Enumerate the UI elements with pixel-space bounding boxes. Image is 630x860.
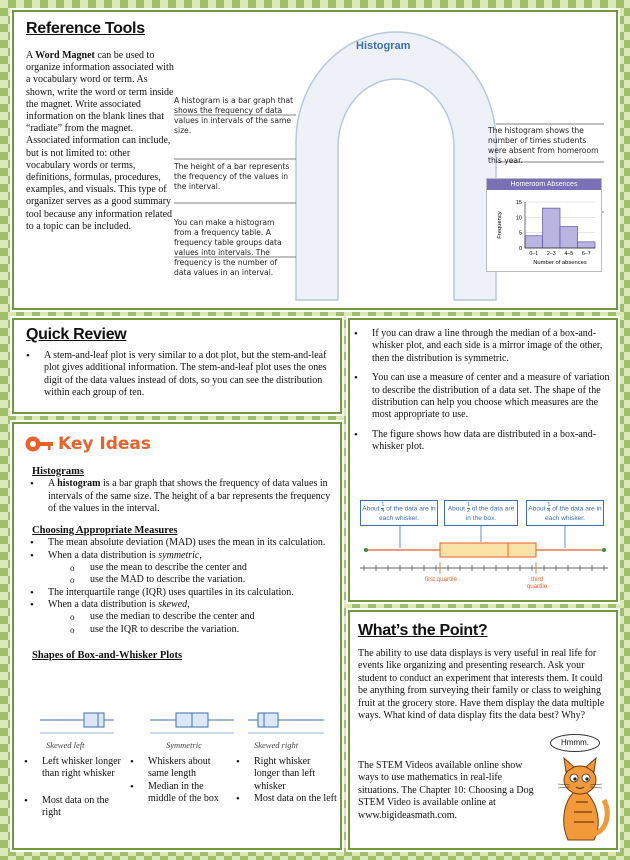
fraction-quarter: $\frac{1}{4}$ (547, 502, 551, 514)
symmetric-plot (150, 713, 234, 733)
histogram-bar (578, 242, 596, 248)
homeroom-histogram (486, 178, 602, 272)
whats-the-point-panel (348, 610, 618, 850)
mad-item: • The mean absolute deviation (MAD) uses the mean in its calculation. (26, 537, 336, 549)
cat-mascot-icon (546, 752, 616, 842)
histogram-bar (560, 227, 578, 248)
skewed-item: • When a data distribution is skewed, o use the median to describe the center and o use the IQR to describe the variation. (26, 599, 336, 636)
skewed-right-desc-2: • Most data on the left (232, 793, 338, 805)
symmetric-sublist (70, 562, 336, 587)
magnet-note-3: You can make a histogram from a frequency table. A frequency table groups data values into intervals. The frequency is the number of data values in an interval. (174, 218, 282, 277)
reference-tools-title: Reference Tools (26, 20, 145, 37)
quick-review-item: • A stem-and-leaf plot is very similar to a dot plot, but the stem-and-leaf plot gives additional information. The stem-and-leaf plot uses the ones digit of the data values instead of dots, so you can see the distribution within each group of ten. (22, 350, 342, 400)
symmetric-desc-2: • Median in the middle of the box (126, 781, 230, 806)
skewed-right-plot (248, 713, 324, 733)
callout-whisker-left: About $\frac{1}{4}$ of the data are in each whisker. (360, 500, 438, 526)
histograms-list (26, 478, 336, 515)
symmetric-item: • When a data distribution is symmetric, o use the mean to describe the center and o use the MAD to describe the variation. (26, 550, 336, 587)
y-tick-label: 5 (518, 230, 522, 237)
key-icon (24, 435, 54, 453)
x-axis-label: Number of absences (533, 260, 587, 266)
shapes-heading: Shapes of Box-and-Whisker Plots (32, 649, 183, 661)
fraction-quarter: $\frac{1}{4}$ (381, 502, 385, 514)
key-ideas-header (24, 434, 151, 458)
x-tick-label: 4–5 (564, 251, 574, 257)
symmetric-desc-1: • Whiskers about same length (126, 756, 230, 781)
whats-the-point-title: What’s the Point? (358, 622, 488, 639)
symmetric-info: • If you can draw a line through the median of a box-and-whisker plot, and each side is a mirror image of the other, then the distribution is symmetric. (350, 328, 612, 365)
label-first-quartile: first quartile (425, 576, 457, 583)
histogram-title: Homeroom Absences (487, 179, 601, 190)
x-tick-label: 2–3 (546, 251, 556, 257)
y-tick-label: 15 (515, 200, 522, 206)
symmetric-sub-1: o use the mean to describe the center and (70, 562, 336, 574)
shape-col-3 (232, 756, 338, 805)
skewed-sub-1: o use the median to describe the center and (70, 611, 336, 623)
y-tick-label: 10 (515, 215, 522, 222)
quick-review-title: Quick Review (26, 326, 127, 343)
reference-tools-panel (12, 10, 618, 310)
key-ideas-title: Key Ideas (58, 434, 152, 454)
skewed-left-plot (40, 713, 114, 733)
magnet-note-1: A histogram is a bar graph that shows the frequency of data values in intervals of the same size. (174, 96, 294, 135)
callout-box: About $\frac{1}{2}$ of the data are in the box. (444, 500, 518, 526)
magnet-word: Histogram (356, 40, 411, 52)
histogram-bar (525, 236, 543, 248)
shape-label-skewed-left: Skewed left (46, 740, 85, 750)
histograms-heading: Histograms (32, 466, 84, 477)
fraction-half: $\frac{1}{2}$ (466, 502, 470, 514)
figure-info: • The figure shows how data are distributed in a box-and-whisker plot. (350, 429, 612, 454)
measures-info: • You can use a measure of center and a measure of variation to describe the distribution of a data set. The shape of the distribution can help you choose which measures are the most appropriate to use. (350, 372, 612, 422)
histogram-definition: • A histogram is a bar graph that shows the frequency of data values in intervals of the same size. The height of a bar represents the frequency of the values in the interval. (26, 478, 336, 515)
y-tick-label: 0 (518, 246, 522, 252)
x-tick-label: 0–1 (529, 251, 539, 257)
iqr-item: • The interquartile range (IQR) uses quartiles in its calculation. (26, 587, 336, 599)
skewed-left-desc-1: • Left whisker longer than right whisker (20, 756, 124, 781)
skewed-left-desc-2: • Most data on the right (20, 795, 124, 820)
callout-whisker-right: About $\frac{1}{4}$ of the data are in each whisker. (526, 500, 604, 526)
x-tick-label: 6–7 (581, 251, 591, 257)
skewed-right-desc-1: • Right whisker longer than left whisker (232, 756, 338, 793)
box-whisker-info-panel (348, 318, 618, 602)
y-axis-label: Frequency (497, 211, 503, 239)
histogram-bar (543, 208, 561, 248)
speech-bubble: Hmmm. (550, 734, 600, 752)
magnet-note-2: The height of a bar represents the frequency of the values in the interval. (174, 162, 290, 191)
reference-tools-text: A Word Magnet can be used to organize information associated with a vocabulary word or term. As shown, write the word or term inside the magnet. Write associated information on the blank lines that “radiate” from the magnet. Associated information can include, but is not limited to: other vocabulary words or terms, definitions, formulas, procedures, examples, and visuals. This type of organizer serves as a good summary tool because any information related to a topic can be included. (26, 50, 174, 232)
symmetric-sub-2: o use the MAD to describe the variation. (70, 574, 336, 586)
key-ideas-panel (12, 422, 342, 850)
histogram-plot (487, 192, 601, 272)
quick-review-list (22, 350, 342, 400)
box-whisker-figure (358, 500, 610, 596)
key-ideas-body (32, 466, 336, 662)
label-third-quartile: third quartile (526, 576, 548, 590)
whats-the-point-p2: The STEM Videos available online show ways to use mathematics in real-life situations. The Chapter 10: Choosing a Dog STEM Video is available online at www.bigideasmath.com. (358, 760, 534, 821)
skewed-sub-2: o use the IQR to describe the variation. (70, 624, 336, 636)
skewed-sublist (70, 611, 336, 636)
quick-review-panel (12, 318, 342, 414)
choosing-measures-list (26, 537, 336, 635)
shape-col-1 (20, 756, 124, 819)
whats-the-point-p1: The ability to use data displays is very useful in real life for events like organizing and presenting research. Ask your student to conduct an experiment that interests them. It could be anything from surveying their family or class to weighing fruit at the grocery store. Have them display the data multiple ways. What kind of data display fits the data best? Why? (358, 648, 605, 722)
shape-label-symmetric: Symmetric (166, 740, 202, 750)
magnet-note-right: The histogram shows the number of times students were absent from homeroom this year. (488, 126, 599, 165)
box-whisker-plot (358, 526, 610, 596)
choosing-measures-heading: Choosing Appropriate Measures (32, 525, 178, 537)
box-whisker-info-list (350, 328, 612, 454)
shape-plots (14, 708, 344, 738)
shape-label-skewed-right: Skewed right (254, 740, 299, 750)
shape-col-2 (126, 756, 230, 805)
